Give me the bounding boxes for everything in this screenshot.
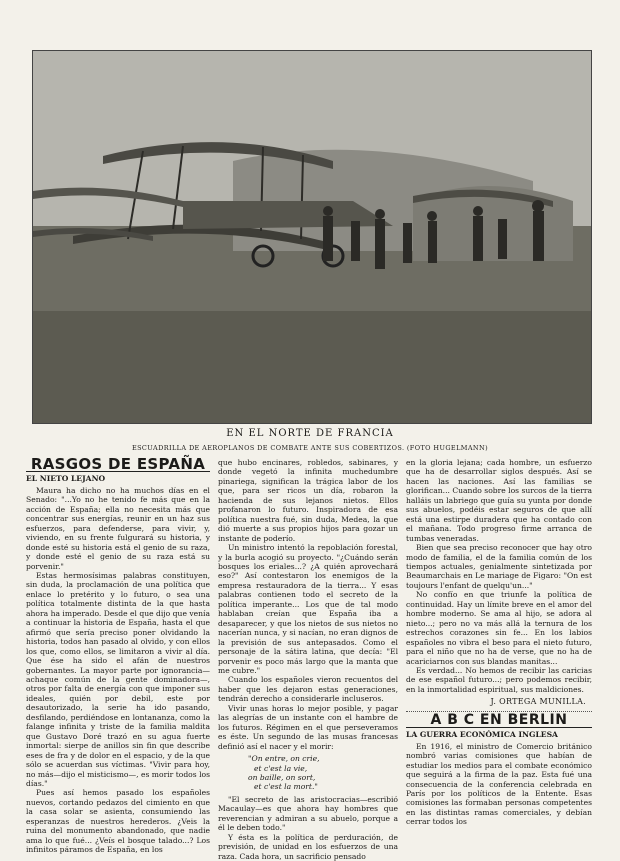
- column-1: [26, 455, 210, 855]
- paragraph: Y ésta es la política de perduración, de previsión, de unidad en los esfuerzos de una raza. Cada hora, un sacrificio pensado: [218, 832, 398, 861]
- poem-line: on baille, on sort,: [248, 772, 316, 782]
- article-title-berlin: A B C EN BERLIN: [430, 711, 568, 728]
- paragraph: Un ministro intentó la repoblación forestal, y la burla acogió su proyecto. "¿Cuándo serán bosques los eriales...? ¿A quién aprovechará eso?" Así contestaron los enemigos de la empresa restauradora de la tierra... Y esas palabras contienen todo el secreto de la política imperante... Los que de tal modo hablaban creían que España iba a desaparecer, y que los nietos de sus nietos no nacerían nunca, y si nacían, no eran dignos de la previsión de sus antepasados. Como el personaje de la sátira latina, que decía: "El porvenir es poco más largo que la manta que me cubre.": [218, 543, 398, 675]
- photo-illustration: [33, 51, 591, 423]
- author-signature: J. ORTEGA MUNILLA.: [490, 697, 586, 707]
- paragraph: "El secreto de las aristocracias—escribió Macaulay—es que ahora hay hombres que reverencian y admiran a su abuelo, porque a él le deben todo.": [218, 794, 398, 833]
- paragraph: Vivir unas horas lo mejor posible, y pagar las alegrías de un instante con el hambre de los futuros. Régimen en el que perseveramos es éste. Un segundo de las musas francesas definió así el nacer y el morir:: [218, 703, 398, 751]
- paragraph: Estas hermosísimas palabras constituyen, sin duda, la proclamación de una política que enlace lo pretérito y lo futuro, o sea una política totalmente distinta de la que hasta ahora ha imperado. Desde el que dijo que venía a continuar la historia de España, hasta el que afirmó que sería preciso poner olvidando la historia, todos han pasado al olvido, y con ellos los que, como ellos, se limitaron a vivir al día. Que ése ha sido el afán de nuestros gobernantes. La mayor parte por ignorancia—achaque común de la gente dominadora—, otros por falta de energía con que imponer sus ideales, quién por debil, este por desautorizado, la serie ha ido pasando, desfilando, perdiéndose en lontananza, como la falange infinita y triste de la familia maldita que Gustavo Doré trazó en su agua fuerte inmortal: sierpe de anillos sin fin que describe eses de fra y de dolor en el espacio, y de la que sólo se acuerdan sus víctimas. "Vivir para hoy, no más—dijo el misticismo—, es morir todos los días.": [26, 570, 210, 788]
- paragraph: No confío en que triunfe la política de continuidad. Hay un límite breve en el amor del hombre moderno. Se ama al hijo, se adora al nieto...; pero no va más allá la ternura de los estrechos corazones sin fe... En los labios españoles no vibra el beso para el nieto futuro, para el niño que no ha de verse, que no ha de acariciarnos con sus blandas manitas...: [406, 590, 592, 666]
- paragraph: Es verdad... No hemos de recibir las caricias de ese español futuro...; pero podemos recibir, en la inmortalidad espiritual, sus maldiciones.: [406, 665, 592, 694]
- paragraph: En 1916, el ministro de Comercio británico nombró varias comisiones que habían de estudiar los medios para el combate económico que seguirá a la firma de la paz. Esta fué una consecuencia de la conferencia celebrada en París por los políticos de la Entente. Esas comisiones las formaban personas competentes en las distintas ramas comerciales, y debían cerrar todos los: [406, 741, 592, 827]
- paragraph: Bien que sea preciso reconocer que hay otro modo de familia, el de la familia común de los tiempos actuales, genialmente sintetizada por Beaumarchais en Le mariage de Figaro: "On est toujours l'enfant de quelqu'un...": [406, 543, 592, 590]
- paragraph: Cuando los españoles vieron recuentos del haber que les dejaron estas generaciones, tendrán derecho a considerarle incluseros.: [218, 675, 398, 704]
- photo-caption: EN EL NORTE DE FRANCIA: [226, 428, 394, 439]
- poem-line: et c'est la vie,: [254, 763, 308, 773]
- photo-aeroplanes: [32, 50, 592, 424]
- poem: [248, 754, 398, 792]
- paragraph: Pues así hemos pasado los españoles nuevos, cortando pedazos del cimiento en que la casa solar se asienta, consumiendo las esperanzas de nuestros herederos. ¿Veis la ruina del monumento abandonado, que nadie ama lo que fué... ¿Veís el bosque talado...? Los infinitos páramos de España, en los: [26, 788, 210, 855]
- paragraph: Maura ha dicho no ha muchos días en el Senado: "...Yo no he tenido fe más que en la acción de España; ella no necesita más que concentrar sus energías, reunir en un haz sus esfuerzos, para defenderse, para vivir, y, viviendo, en su frente fulgurará su historia, y donde esté su historia está el genio de su raza, y donde esté el genio de su raza está su porvenir.": [26, 485, 210, 571]
- column-3: [406, 458, 592, 850]
- paragraph: que hubo encinares, robledos, sabinares, y donde vegetó la infinita muchedumbre pinariega, significan la trágica labor de los que, para ser ricos un día, robaron la hacienda de sus lejanos nietos. Ellos profanaron lo futuro. Inspiradora de esa política nuestra fué, sin duda, Medea, la que dió muerte a sus propios hijos para gozar un instante de poderío.: [218, 458, 398, 543]
- photo-subcaption: ESCUADRILLA DE AEROPLANOS DE COMBATE ANTE SUS COBERTIZOS. (FOTO HUGELMANN): [131, 444, 489, 452]
- paragraph: en la gloria lejana; cada hombre, un esfuerzo que ha de desarrollar siglos después. Así se hacen las naciones. Así las familias se glorifican... Cuando sobre los surcos de la tierra halláis un labriego que guía su yunta por donde sus abuelos, podéis estar seguros de que allí está una estirpe duradera que ha contado con el mañana. Todo progreso firme arranca de tumbas veneradas.: [406, 458, 592, 543]
- poem-line: "On entre, on crie,: [248, 754, 320, 764]
- article-title-rasgos: RASGOS DE ESPAÑA: [30, 455, 206, 473]
- poem-line: et c'est la mort.": [254, 782, 318, 792]
- article-subtitle-nieto: EL NIETO LEJANO: [26, 474, 106, 484]
- article-subtitle-guerra: LA GUERRA ECONÓMICA INGLESA: [406, 730, 558, 740]
- column-2: [218, 458, 398, 861]
